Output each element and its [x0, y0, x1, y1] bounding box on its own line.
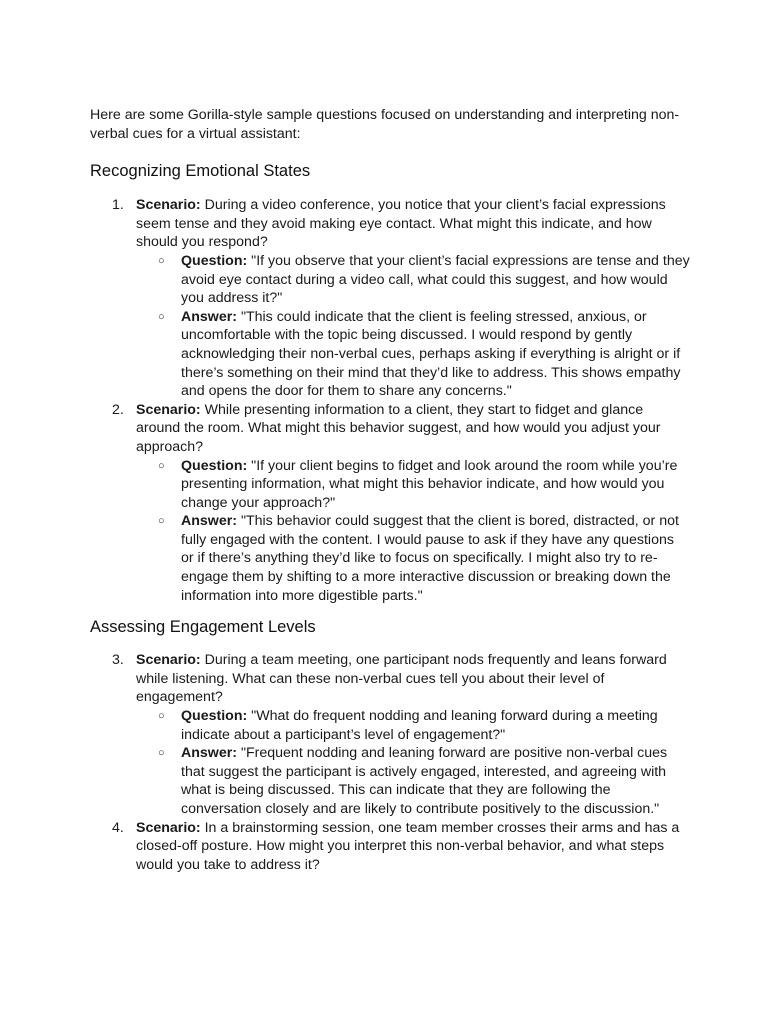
scenario-item-3 — [90, 651, 690, 818]
answer-text: "Frequent nodding and leaning forward are positive non-verbal cues that suggest the participant is actively engaged, interested, and agreeing with what is being discussed. This can indicate that they are following the conversation closely and are likely to contribute positively to the discussion." — [181, 745, 668, 817]
scenario-label: Scenario: — [136, 819, 201, 836]
qa-list — [136, 457, 690, 606]
answer-label: Answer: — [181, 308, 237, 325]
scenario-item-2 — [90, 401, 690, 606]
scenario-list-emotional-states — [90, 196, 690, 605]
scenario-item-1 — [90, 196, 690, 401]
question-label: Question: — [181, 708, 248, 725]
hollow-bullet-icon: ○ — [158, 310, 165, 323]
question-item — [136, 252, 690, 308]
qa-list — [136, 252, 690, 401]
scenario-text: During a video conference, you notice that your client’s facial expressions seem tense and they avoid making eye contact. What might this indicate, and how should you respond? — [136, 197, 666, 251]
answer-label: Answer: — [181, 513, 237, 530]
document-page — [90, 106, 690, 874]
answer-item — [136, 744, 690, 818]
hollow-bullet-icon: ○ — [158, 710, 165, 723]
scenario-label: Scenario: — [136, 401, 201, 418]
scenario-item-4 — [90, 819, 690, 875]
section-title-emotional-states: Recognizing Emotional States — [90, 162, 311, 181]
intro-paragraph: Here are some Gorilla-style sample questions focused on understanding and interpreting non-verbal cues for a virtual assistant: — [90, 107, 680, 142]
answer-text: "This behavior could suggest that the client is bored, distracted, or not fully engaged with the content. I would pause to ask if they have any questions or if there’s anything they’d like to focus on specifically. I might also try to re-engage them by shifting to a more interactive discussion or breaking down the information into more digestible parts." — [181, 513, 679, 604]
answer-item — [136, 512, 690, 605]
section-title-engagement-levels: Assessing Engagement Levels — [90, 618, 316, 637]
question-item — [136, 457, 690, 513]
answer-label: Answer: — [181, 745, 237, 762]
question-text: "What do frequent nodding and leaning forward during a meeting indicate about a participant’s level of engagement?" — [181, 708, 658, 743]
scenario-number: 3. — [112, 652, 124, 669]
scenario-number: 2. — [112, 401, 124, 418]
scenario-text: In a brainstorming session, one team member crosses their arms and has a closed-off posture. How might you interpret this non-verbal behavior, and what steps would you take to address it? — [136, 819, 680, 873]
hollow-bullet-icon: ○ — [158, 515, 165, 528]
scenario-label: Scenario: — [136, 652, 201, 669]
hollow-bullet-icon: ○ — [158, 747, 165, 760]
question-text: "If you observe that your client’s facial expressions are tense and they avoid eye contact during a video call, what could this suggest, and how would you address it?" — [181, 252, 690, 307]
question-label: Question: — [181, 457, 248, 474]
scenario-list-engagement-levels — [90, 651, 690, 874]
hollow-bullet-icon: ○ — [158, 459, 165, 472]
scenario-number: 1. — [112, 197, 124, 214]
scenario-text: During a team meeting, one participant nods frequently and leans forward while listening. What can these non-verbal cues tell you about their level of engagement? — [136, 652, 667, 706]
scenario-text: While presenting information to a client, they start to fidget and glance around the room. What might this behavior suggest, and how would you adjust your approach? — [136, 401, 661, 455]
question-label: Question: — [181, 252, 248, 269]
answer-item — [136, 308, 690, 401]
qa-list — [136, 707, 690, 819]
hollow-bullet-icon: ○ — [158, 254, 165, 267]
scenario-label: Scenario: — [136, 197, 201, 214]
question-item — [136, 707, 690, 744]
question-text: "If your client begins to fidget and look around the room while you’re presenting information, what might this behavior indicate, and how would you change your approach?" — [181, 457, 678, 511]
answer-text: "This could indicate that the client is feeling stressed, anxious, or uncomfortable with the topic being discussed. I would respond by gently acknowledging their non-verbal cues, perhaps asking if everything is alright or if there’s something on their mind that they’d like to address. This shows empathy and opens the door for them to share any concerns." — [181, 308, 681, 400]
scenario-number: 4. — [112, 819, 124, 836]
